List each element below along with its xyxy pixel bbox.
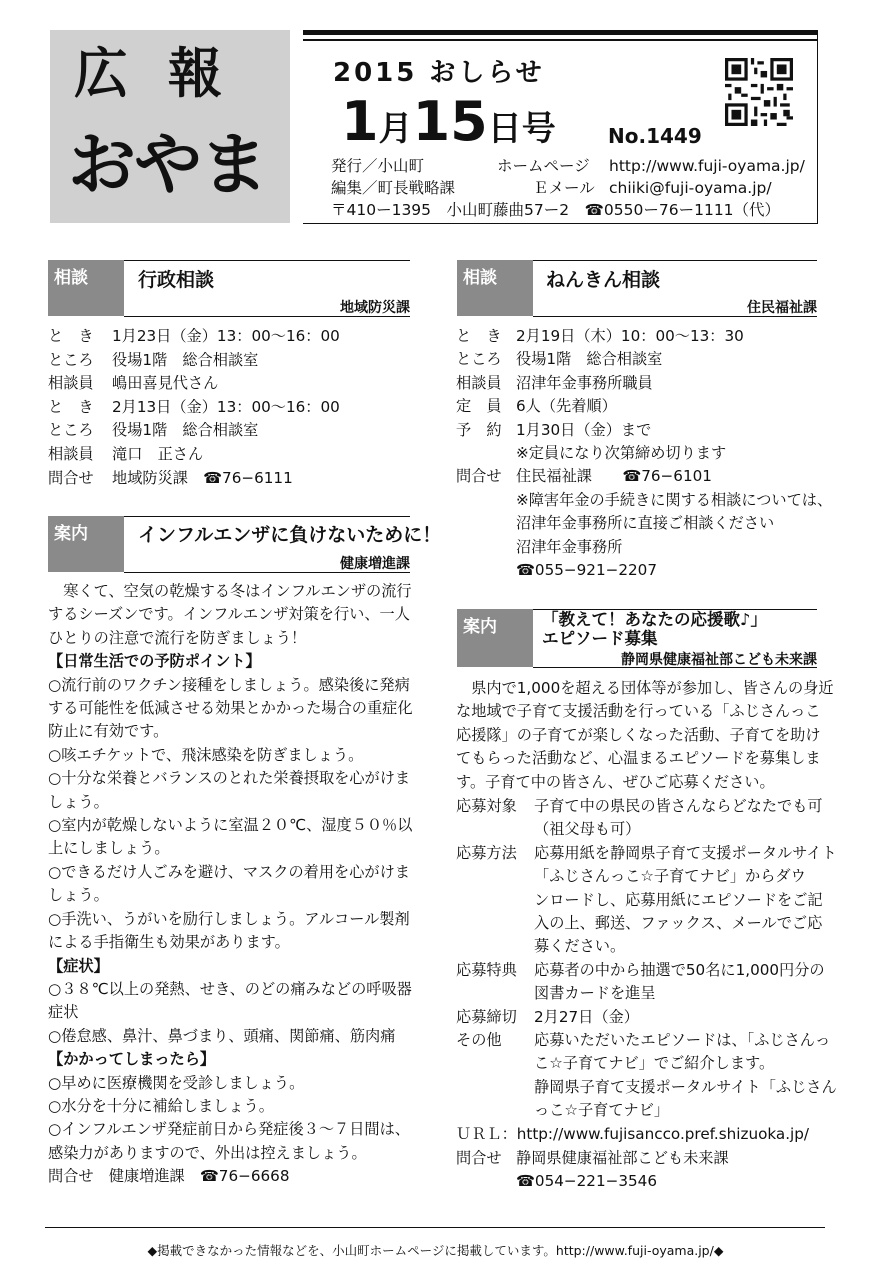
row-key: 応募方法 [456,843,517,862]
row-value: 6人（先着順） [516,397,617,416]
text-line: ○早めに医療機関を受診しましょう。 [48,1073,305,1092]
email-label: Ｅメール [533,179,595,197]
row-value: ンロードし、応募用紙にエピソードをご記 [534,890,823,909]
contact-tel: ☎054−221−3546 [516,1172,657,1190]
section-dept: 地域防災課 [340,300,410,316]
row-key: その他 [456,1031,502,1049]
row-value: 1月23日（金）13：00〜16：00 [112,327,340,345]
row-value: 役場1階 総合相談室 [112,421,259,440]
row-value: 入の上、郵送、ファックス、メールでご応 [534,914,823,932]
footer-note: ◆掲載できなかった情報などを、小山町ホームページに掲載しています。http://www.fuji-oyama.jp/◆ [147,1243,724,1258]
row-key: ところ [48,421,94,440]
row-value: 滝口 正さん [112,445,204,463]
contact-row [456,1147,729,1171]
row-value: 役場1階 総合相談室 [112,350,259,369]
text-line: な地域で子育て支援活動を行っている「ふじさんっこ [456,702,821,721]
info-row [456,959,825,983]
info-row [48,443,204,467]
header-rule-thin [303,39,817,41]
row-key: と き [456,327,502,345]
text-line: ひとりの注意で流行を防ぎましょう！ [48,628,307,647]
row-key: 問合せ [456,467,502,486]
row-value: 2月13日（金）13：00〜16：00 [112,397,340,416]
section-rule [124,516,410,517]
section-body [48,580,413,1189]
url-line[interactable]: ＵＲＬ：http://www.fujisancco.pref.shizuoka.jp/ [456,1125,810,1143]
text-line: 上にしましょう。 [48,839,170,858]
info-row [456,395,617,419]
text-line: するシーズンです。インフルエンザ対策を行い、一人 [48,605,410,624]
publisher-row [331,156,805,176]
row-key: と き [48,327,94,345]
text-line: しょう。 [48,886,109,905]
row-value: 役場1階 総合相談室 [516,350,663,369]
text-line: する可能性を低減させる効果とかかった場合の重症化 [48,699,413,718]
row-value: こ☆子育てナビ」でご紹介します。 [534,1054,775,1073]
row-value: 応募用紙を静岡県子育て支援ポータルサイト [534,843,837,862]
info-row [456,1029,831,1053]
row-key: 相談員 [456,373,502,392]
text-line: ○流行前のワクチン接種をしましょう。感染後に発病 [48,675,410,694]
homepage-label: ホームページ [497,157,590,175]
date-day-label: 日号 [487,109,556,149]
row-key: 相談員 [48,374,94,393]
address-row: 〒410ー1395 小山町藤曲57ー2 ☎0550ー76ー1111（代） [331,201,781,219]
text-line: 【かかってしまったら】 [48,1050,216,1069]
date-month-num: 1 [341,90,379,153]
section-rule [533,260,817,261]
row-key: ところ [48,350,94,369]
row-value: 沼津年金事務所職員 [516,373,653,392]
masthead-logo [50,30,290,223]
row-value: 図書カードを進呈 [534,984,656,1003]
text-line: ○水分を十分に補給しましょう。 [48,1096,274,1115]
section-rule [533,609,817,610]
text-line: ○３８℃以上の発熱、せき、のどの痛みなどの呼吸器 [48,979,412,998]
editor-row [331,178,772,198]
info-row [456,1006,639,1030]
qr-code-icon[interactable] [725,58,793,126]
text-line: ○手洗い、うがいを励行しましょう。アルコール製剤 [48,909,410,928]
text-line: ○できるだけ人ごみを避け、マスクの着用を心がけま [48,862,410,881]
text-line: ○倦怠感、鼻汁、鼻づまり、頭痛、関節痛、筋肉痛 [48,1026,396,1045]
issue-date [341,92,556,159]
row-value: 2月27日（金） [534,1007,639,1026]
row-value: 嶋田喜見代さん [112,374,219,393]
row-key: 予 約 [456,420,502,439]
row-value: 子育て中の県民の皆さんならどなたでも可 [534,797,823,815]
row-value: 沼津年金事務所 [516,537,623,556]
text-line: す。子育て中の皆さん、ぜひご応募ください。 [456,772,775,791]
text-line: ○室内が乾燥しないように室温２０℃、湿度５０％以 [48,816,413,835]
info-row [456,842,837,866]
section-dept: 健康増進課 [340,556,410,572]
section-rule [124,260,410,261]
section-tag: 案内 [48,516,124,572]
date-day-num: 15 [412,90,488,153]
info-row [48,467,293,491]
info-row [456,325,744,349]
info-row [456,795,823,819]
text-line: 問合せ 健康増進課 ☎76−6668 [48,1167,290,1186]
info-row [48,372,219,396]
row-value: （祖父母も可） [534,820,641,839]
masthead-info [303,30,818,224]
info-row [48,396,340,420]
row-value: 「ふじさんっこ☆子育てナビ」からダウ [534,867,806,886]
row-value: 静岡県子育て支援ポータルサイト「ふじさん [534,1077,837,1096]
text-line: 症状 [48,1003,79,1022]
footer-rule [45,1227,825,1228]
row-value: 静岡県健康福祉部こども未来課 [516,1149,729,1167]
issue-number: No.1449 [608,124,702,148]
section-tag: 案内 [457,609,533,667]
row-key: 定 員 [456,397,502,416]
text-line: 寒くて、空気の乾燥する冬はインフルエンザの流行 [48,582,412,600]
info-row [48,419,259,443]
info-row [456,372,653,396]
logo-top-text: 広報 [74,42,262,105]
section-dept: 静岡県健康福祉部こども未来課 [621,652,817,668]
info-row [48,349,259,373]
row-key: ところ [456,350,502,369]
row-key: 応募対象 [456,797,517,815]
email-address[interactable]: chiiki@fuji-oyama.jp/ [609,179,772,197]
row-key: 問合せ [456,1149,502,1167]
row-value: 沼津年金事務所に直接ご相談ください [516,514,775,533]
section-title: インフルエンザに負けないために！ [138,524,442,546]
row-value: ☎055−921−2207 [516,561,657,579]
row-value: 地域防災課 ☎76−6111 [112,468,293,487]
section-title: 「教えて！あなたの応援歌♪」 [542,610,768,629]
info-row [456,348,663,372]
row-key: 問合せ [48,468,94,487]
row-value: 募ください。 [534,937,626,956]
row-key: 応募締切 [456,1007,517,1026]
row-key: と き [48,397,94,416]
row-value: 応募いただいたエピソードは、「ふじさんっ [534,1031,831,1049]
text-line: ○インフルエンザ発症前日から発症後３〜７日間は、 [48,1120,410,1139]
text-line: ○十分な栄養とバランスのとれた栄養摂取を心がけま [48,769,411,788]
text-line: ○咳エチケットで、飛沫感染を防ぎましょう。 [48,745,364,764]
row-value: 応募者の中から抽選で50名に1,000円分の [534,960,825,979]
row-value: ※定員になり次第締め切ります [516,444,727,462]
section-intro [456,677,834,794]
logo-bottom-text: おやま [68,126,267,205]
publisher: 発行／小山町 [331,157,425,175]
row-value: っこ☆子育てナビ」 [534,1101,670,1120]
section-title: 行政相談 [138,269,215,291]
text-line: 感染力がありますので、外出は控えましょう。 [48,1143,367,1162]
text-line: による手指衛生も効果があります。 [48,933,290,952]
editor: 編集／町長戦略課 [331,179,456,197]
info-row [48,325,340,349]
info-row [456,419,652,443]
date-month-label: 月 [378,109,413,149]
row-value: 2月19日（木）10：00〜13：30 [516,327,744,345]
section-dept: 住民福祉課 [747,300,817,316]
text-line: 【症状】 [48,956,109,975]
text-line: 応援隊」の子育てが楽しくなった活動、子育てを助け [456,725,821,744]
row-value: 住民福祉課 ☎76−6101 [516,467,712,486]
row-value: ※障害年金の手続きに関する相談については、 [516,490,833,509]
text-line: てもらった活動など、心温まるエピソードを募集しま [456,749,821,768]
section-subtitle: エピソード募集 [542,629,658,648]
row-key: 応募特典 [456,960,517,979]
section-title: ねんきん相談 [546,269,661,291]
text-line: 防止に有効です。 [48,722,169,741]
year-line: 2015 おしらせ [333,58,545,88]
info-row [456,465,712,489]
homepage-url[interactable]: http://www.fuji-oyama.jp/ [609,157,805,175]
text-line: しょう。 [48,792,109,811]
section-tag: 相談 [48,260,124,316]
section-tag: 相談 [457,260,533,316]
header-rule [303,30,817,35]
text-line: 【日常生活での予防ポイント】 [48,652,261,671]
text-line: 県内で1,000を超える団体等が参加し、皆さんの身近 [456,679,834,697]
row-value: 1月30日（金）まで [516,420,652,439]
row-key: 相談員 [48,445,94,463]
